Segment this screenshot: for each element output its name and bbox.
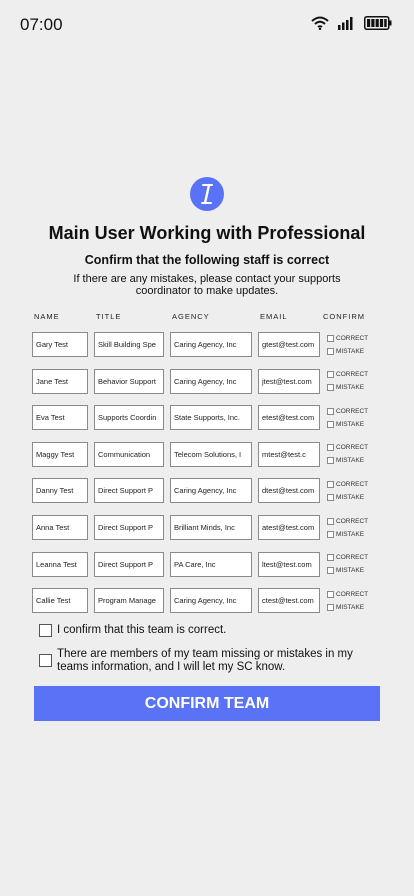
- table-row: [0, 478, 414, 503]
- mistake-option[interactable]: [327, 492, 364, 502]
- correct-option[interactable]: [327, 406, 368, 416]
- mistake-checkbox[interactable]: [327, 604, 334, 611]
- agency-cell: State Supports, Inc.: [170, 405, 252, 430]
- correct-checkbox[interactable]: [327, 444, 334, 451]
- correct-label: CORRECT: [336, 554, 369, 562]
- mistake-label: MISTAKE: [336, 493, 365, 501]
- table-row: [0, 442, 414, 467]
- correct-checkbox[interactable]: [327, 554, 334, 561]
- name-cell: Leanna Test: [32, 552, 88, 577]
- correct-label: CORRECT: [336, 590, 369, 598]
- confirm-team-correct-option[interactable]: [39, 624, 226, 637]
- name-cell: Maggy Test: [32, 442, 88, 467]
- table-header: [0, 312, 414, 324]
- mistake-checkbox[interactable]: [327, 348, 334, 355]
- correct-checkbox[interactable]: [327, 335, 334, 342]
- mistake-checkbox[interactable]: [327, 494, 334, 501]
- table-row: [0, 369, 414, 394]
- agency-cell: Brilliant Minds, Inc: [170, 515, 252, 540]
- agency-cell: Telecom Solutions, I: [170, 442, 252, 467]
- title-cell: Supports Coordin: [94, 405, 164, 430]
- agency-cell: PA Care, Inc: [170, 552, 252, 577]
- mistake-option[interactable]: [327, 529, 364, 539]
- wifi-icon: [311, 16, 329, 30]
- mistake-label: MISTAKE: [336, 567, 365, 575]
- correct-checkbox[interactable]: [327, 518, 334, 525]
- mistake-label: MISTAKE: [336, 420, 365, 428]
- correct-option[interactable]: [327, 553, 368, 563]
- email-cell: dtest@test.com: [258, 478, 320, 503]
- signal-icon: [338, 16, 355, 30]
- correct-option[interactable]: [327, 370, 368, 380]
- mistake-checkbox[interactable]: [327, 457, 334, 464]
- title-cell: Direct Support P: [94, 478, 164, 503]
- mistake-option[interactable]: [327, 346, 364, 356]
- mistake-checkbox[interactable]: [327, 567, 334, 574]
- team-missing-label: There are members of my team missing or mistakes in my teams information, and I will let my SC know.: [57, 648, 353, 673]
- correct-checkbox[interactable]: [327, 408, 334, 415]
- email-cell: jtest@test.com: [258, 369, 320, 394]
- name-cell: Danny Test: [32, 478, 88, 503]
- table-row: [0, 332, 414, 357]
- column-header-email: EMAIL: [260, 312, 288, 321]
- correct-label: CORRECT: [336, 480, 369, 488]
- email-cell: atest@test.com: [258, 515, 320, 540]
- email-cell: gtest@test.com: [258, 332, 320, 357]
- correct-checkbox[interactable]: [327, 591, 334, 598]
- battery-icon: [364, 16, 392, 30]
- status-time: 07:00: [20, 15, 63, 34]
- mistake-label: MISTAKE: [336, 457, 365, 465]
- correct-checkbox[interactable]: [327, 481, 334, 488]
- agency-cell: Caring Agency, Inc: [170, 369, 252, 394]
- correct-label: CORRECT: [336, 334, 369, 342]
- confirm-team-correct-label: I confirm that this team is correct.: [57, 624, 227, 636]
- confirm-team-correct-checkbox[interactable]: [39, 624, 52, 637]
- confirm-team-button[interactable]: CONFIRM TEAM: [34, 686, 380, 721]
- title-cell: Behavior Support: [94, 369, 164, 394]
- correct-option[interactable]: [327, 333, 368, 343]
- mistake-option[interactable]: [327, 566, 364, 576]
- title-cell: Program Manage: [94, 588, 164, 613]
- mistake-checkbox[interactable]: [327, 384, 334, 391]
- mistake-label: MISTAKE: [336, 603, 365, 611]
- title-cell: Direct Support P: [94, 515, 164, 540]
- correct-option[interactable]: [327, 443, 368, 453]
- column-header-name: NAME: [34, 312, 60, 321]
- mistake-checkbox[interactable]: [327, 421, 334, 428]
- mistake-option[interactable]: [327, 419, 364, 429]
- correct-label: CORRECT: [336, 407, 369, 415]
- mistake-option[interactable]: [327, 383, 364, 393]
- table-row: [0, 588, 414, 613]
- agency-cell: Caring Agency, Inc: [170, 478, 252, 503]
- correct-option[interactable]: [327, 479, 368, 489]
- column-header-confirm: CONFIRM: [323, 312, 365, 321]
- email-cell: ltest@test.com: [258, 552, 320, 577]
- agency-cell: Caring Agency, Inc: [170, 332, 252, 357]
- correct-option[interactable]: [327, 516, 368, 526]
- name-cell: Jane Test: [32, 369, 88, 394]
- team-missing-checkbox[interactable]: [39, 654, 52, 667]
- status-icons: [311, 16, 392, 30]
- column-header-title: TITLE: [96, 312, 122, 321]
- correct-option[interactable]: [327, 589, 368, 599]
- table-row: [0, 515, 414, 540]
- table-row: [0, 405, 414, 430]
- status-bar: [0, 0, 414, 50]
- table-row: [0, 552, 414, 577]
- correct-label: CORRECT: [336, 517, 369, 525]
- name-cell: Anna Test: [32, 515, 88, 540]
- column-header-agency: AGENCY: [172, 312, 210, 321]
- name-cell: Eva Test: [32, 405, 88, 430]
- name-cell: Callie Test: [32, 588, 88, 613]
- team-missing-option[interactable]: [39, 648, 374, 674]
- mistake-option[interactable]: [327, 602, 364, 612]
- mistake-label: MISTAKE: [336, 384, 365, 392]
- title-cell: Communication: [94, 442, 164, 467]
- logo-icon: [190, 177, 224, 211]
- email-cell: ctest@test.com: [258, 588, 320, 613]
- mistake-checkbox[interactable]: [327, 531, 334, 538]
- mistake-label: MISTAKE: [336, 347, 365, 355]
- page-title: Main User Working with Professional: [48, 223, 366, 243]
- mistake-option[interactable]: [327, 456, 364, 466]
- name-cell: Gary Test: [32, 332, 88, 357]
- mistake-label: MISTAKE: [336, 530, 365, 538]
- title-cell: Skill Building Spe: [94, 332, 164, 357]
- agency-cell: Caring Agency, Inc: [170, 588, 252, 613]
- info-text: If there are any mistakes, please contact your supports coordinator to make updates.: [73, 273, 341, 297]
- email-cell: mtest@test.c: [258, 442, 320, 467]
- correct-label: CORRECT: [336, 444, 369, 452]
- page-subtitle: Confirm that the following staff is correct: [84, 253, 330, 267]
- email-cell: etest@test.com: [258, 405, 320, 430]
- correct-checkbox[interactable]: [327, 371, 334, 378]
- title-cell: Direct Support P: [94, 552, 164, 577]
- correct-label: CORRECT: [336, 371, 369, 379]
